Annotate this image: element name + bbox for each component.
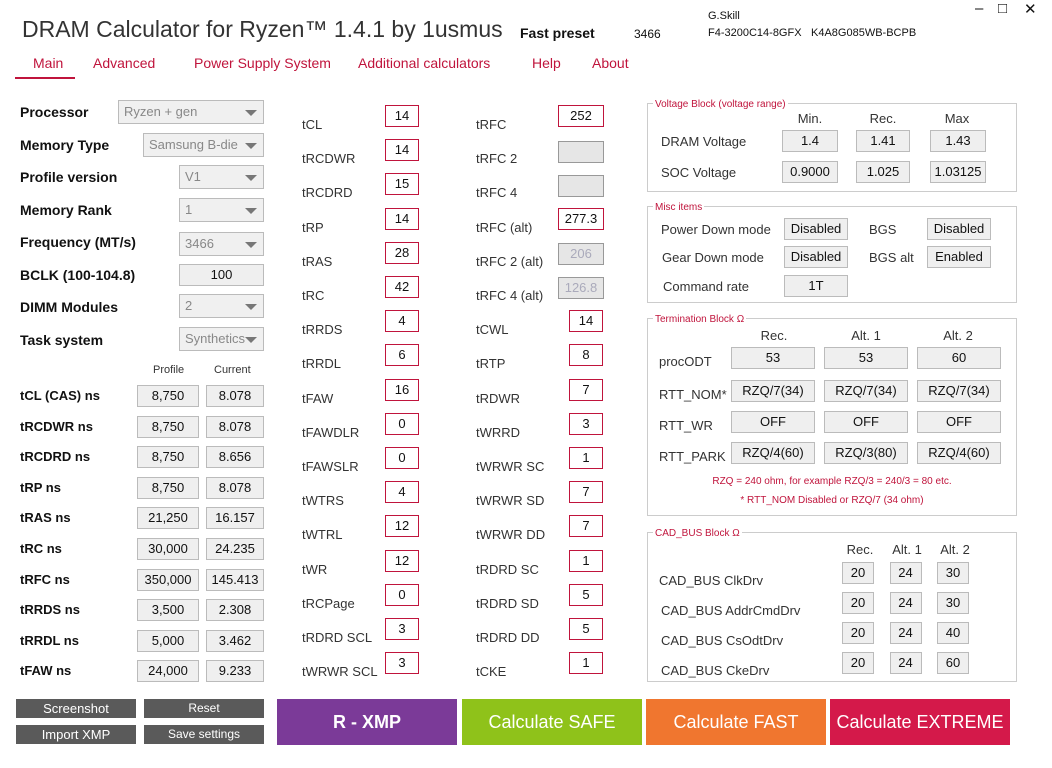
cad-bus-addrcmddrv-alt1: 24 [890, 592, 922, 614]
timing-trrdl-label: tRRDL [302, 356, 342, 372]
trc-ns-current: 24.235 [206, 538, 264, 560]
bgs-alt-value: Enabled [927, 246, 991, 268]
timing-twrwr-scl-label: tWRWR SCL [302, 664, 378, 680]
cad-bus-csodtdrv-label: CAD_BUS CsOdtDrv [661, 633, 784, 648]
memory-chip: K4A8G085WB-BCPB [811, 27, 917, 39]
dram-voltage-min: 1.4 [782, 130, 838, 152]
timing-trdrd-sd-input[interactable]: 5 [569, 584, 603, 606]
timing-trdrd-sc-label: tRDRD SC [476, 561, 539, 577]
rtt-wr-label: RTT_WR [659, 418, 713, 433]
timing-twrwr-dd-label: tWRWR DD [476, 527, 546, 543]
power-down-value: Disabled [784, 218, 848, 240]
trp-ns-profile: 8,750 [137, 477, 199, 499]
timing-twrrd-input[interactable]: 3 [569, 413, 603, 435]
rtt-nom-note: * RTT_NOM Disabled or RZQ/7 (34 ohm) [740, 495, 924, 506]
timing-twrwr-scl-input[interactable]: 3 [385, 652, 419, 674]
cad-bus-ckedrv-rec: 20 [842, 652, 874, 674]
soc-voltage-rec: 1.025 [856, 161, 910, 183]
memory-brand: G.Skill [708, 10, 740, 22]
timing-tcwl-label: tCWL [476, 322, 509, 338]
timing-tcke-label: tCKE [476, 664, 507, 680]
cad-bus-ckedrv-alt1: 24 [890, 652, 922, 674]
chevron-down-icon [245, 175, 257, 181]
rtt-nom-label: RTT_NOM* [659, 387, 727, 402]
timing-tcke-input[interactable]: 1 [569, 652, 603, 674]
tab-main[interactable]: Main [33, 55, 64, 71]
timing-twr-input[interactable]: 12 [385, 550, 419, 572]
timing-trfc-4-alt-input[interactable]: 126.8 [558, 277, 604, 299]
timing-trfc-4-label: tRFC 4 [476, 185, 518, 201]
trrdl-ns-current: 3.462 [206, 630, 264, 652]
timing-twrwr-sc-input[interactable]: 1 [569, 447, 603, 469]
timing-trdrd-dd-label: tRDRD DD [476, 630, 540, 645]
rtt-wr-alt1: OFF [824, 411, 908, 433]
cad-bus-block-title: CAD_BUS Block Ω [655, 528, 740, 539]
bgs-label: BGS [869, 222, 897, 237]
timing-twtrs-label: tWTRS [302, 493, 344, 509]
calculate-fast-button[interactable]: Calculate FAST [646, 699, 826, 745]
trrds-ns-current: 2.308 [206, 599, 264, 621]
procodt-alt2: 60 [917, 347, 1001, 369]
rtt-nom-alt1: RZQ/7(34) [824, 380, 908, 402]
timing-trrds-label: tRRDS [302, 322, 343, 338]
timing-trcpage-label: tRCPage [302, 595, 355, 611]
timing-trcdwr-label: tRCDWR [302, 151, 356, 167]
dram-voltage-max: 1.43 [930, 130, 986, 152]
timing-twrrd-label: tWRRD [476, 424, 521, 440]
timing-trc-label: tRC [302, 288, 325, 303]
task-system-value: Synthetics [185, 331, 245, 346]
timing-twtrl-input[interactable]: 12 [385, 515, 419, 537]
timing-twrwr-sd-input[interactable]: 7 [569, 481, 603, 503]
cad-bus-clkdrv-rec: 20 [842, 562, 874, 584]
voltage-block-title: Voltage Block (voltage range) [655, 99, 786, 110]
r-xmp-button[interactable]: R - XMP [277, 699, 457, 745]
cad-bus-clkdrv-label: CAD_BUS ClkDrv [659, 573, 764, 588]
timing-trfc-2-alt-label: tRFC 2 (alt) [476, 253, 544, 269]
voltage-header-max: Max [944, 111, 970, 126]
col-profile-header: Profile [153, 364, 185, 376]
cad-bus-csodtdrv-rec: 20 [842, 622, 874, 644]
calculate-extreme-button[interactable]: Calculate EXTREME [830, 699, 1010, 745]
timing-tcwl-input[interactable]: 14 [569, 310, 603, 332]
command-rate-label: Command rate [663, 279, 749, 294]
memory-type-label: Memory Type [20, 137, 110, 153]
trc-ns-label: tRC ns [20, 541, 62, 556]
maximize-button[interactable]: □ [998, 0, 1008, 17]
timing-twr-label: tWR [302, 561, 328, 577]
memory-rank-value: 1 [185, 202, 193, 217]
procodt-rec: 53 [731, 347, 815, 369]
cad-bus-csodtdrv-alt1: 24 [890, 622, 922, 644]
rtt-park-alt1: RZQ/3(80) [824, 442, 908, 464]
chevron-down-icon [245, 143, 257, 149]
tcl-cas-ns-label: tCL (CAS) ns [20, 388, 100, 403]
trcdrd-ns-label: tRCDRD ns [20, 449, 91, 465]
frequency-select[interactable] [179, 232, 264, 256]
procodt-alt1: 53 [824, 347, 908, 369]
task-system-select[interactable] [179, 327, 264, 351]
soc-voltage-max: 1.03125 [930, 161, 986, 183]
timing-trcdwr-input[interactable]: 14 [385, 139, 419, 161]
gear-down-label: Gear Down mode [662, 250, 764, 265]
timing-tras-label: tRAS [302, 253, 333, 269]
timing-trfc-alt-label: tRFC (alt) [476, 219, 533, 235]
cad-bus-ckedrv-alt2: 60 [937, 652, 969, 674]
cad-bus-addrcmddrv-label: CAD_BUS AddrCmdDrv [661, 603, 801, 618]
trrds-ns-profile: 3,500 [137, 599, 199, 621]
timing-trdrd-scl-label: tRDRD SCL [302, 630, 373, 645]
cad-header-alt1: Alt. 1 [892, 542, 922, 557]
rtt-park-rec: RZQ/4(60) [731, 442, 815, 464]
timing-tras-input[interactable]: 28 [385, 242, 419, 264]
tab-help[interactable]: Help [532, 55, 561, 71]
cad-header-rec: Rec. [846, 542, 874, 557]
trcdrd-ns-current: 8.656 [206, 446, 264, 468]
chevron-down-icon [245, 110, 257, 116]
cad-bus-clkdrv-alt2: 30 [937, 562, 969, 584]
rtt-wr-alt2: OFF [917, 411, 1001, 433]
screenshot-button[interactable]: Screenshot [16, 699, 136, 718]
tab-additional-calculators[interactable]: Additional calculators [358, 55, 491, 71]
tcl-cas-ns-profile: 8,750 [137, 385, 199, 407]
cad-bus-clkdrv-alt1: 24 [890, 562, 922, 584]
termination-header-rec: Rec. [760, 328, 788, 343]
trcdwr-ns-label: tRCDWR ns [20, 418, 93, 434]
chevron-down-icon [245, 304, 257, 310]
termination-header-alt2: Alt. 2 [943, 328, 973, 343]
command-rate-value: 1T [784, 275, 848, 297]
timing-trrds-input[interactable]: 4 [385, 310, 419, 332]
reset-button[interactable]: Reset [144, 699, 264, 718]
termination-block-title: Termination Block Ω [655, 314, 745, 325]
cad-bus-addrcmddrv-rec: 20 [842, 592, 874, 614]
frequency-label: Frequency (MT/s) [20, 234, 136, 250]
timing-trdrd-sd-label: tRDRD SD [476, 595, 539, 611]
timing-trcdrd-label: tRCDRD [302, 185, 353, 201]
gear-down-value: Disabled [784, 246, 848, 268]
timing-trfc-4-input[interactable] [558, 175, 604, 197]
trp-ns-current: 8.078 [206, 477, 264, 499]
timing-trdrd-dd-input[interactable]: 5 [569, 618, 603, 640]
trrdl-ns-label: tRRDL ns [20, 632, 79, 648]
timing-trcdrd-input[interactable]: 15 [385, 173, 419, 195]
tfaw-ns-label: tFAW ns [20, 663, 72, 679]
tab-about[interactable]: About [592, 55, 629, 71]
trfc-ns-current: 145.413 [206, 569, 264, 591]
timing-trp-input[interactable]: 14 [385, 208, 419, 230]
timing-tcl-label: tCL [302, 117, 323, 132]
timing-tfaw-label: tFAW [302, 390, 334, 406]
task-system-label: Task system [20, 332, 104, 348]
bgs-alt-label: BGS alt [869, 250, 914, 265]
processor-label: Processor [20, 104, 89, 120]
rtt-nom-alt2: RZQ/7(34) [917, 380, 1001, 402]
dram-voltage-label: DRAM Voltage [661, 134, 747, 149]
timing-trtp-input[interactable]: 8 [569, 344, 603, 366]
memory-rank-select[interactable] [179, 198, 264, 222]
rtt-park-alt2: RZQ/4(60) [917, 442, 1001, 464]
trp-ns-label: tRP ns [20, 479, 61, 495]
timing-tfawslr-label: tFAWSLR [302, 459, 359, 474]
timing-tfaw-input[interactable]: 16 [385, 379, 419, 401]
trcdrd-ns-profile: 8,750 [137, 446, 199, 468]
tab-power-supply-system[interactable]: Power Supply System [194, 55, 331, 71]
profile-version-label: Profile version [20, 169, 118, 185]
timing-trfc-2-input[interactable] [558, 141, 604, 163]
timing-trdrd-sc-input[interactable]: 1 [569, 550, 603, 572]
tras-ns-profile: 21,250 [137, 507, 199, 529]
timing-trdrd-scl-input[interactable]: 3 [385, 618, 419, 640]
tfaw-ns-profile: 24,000 [137, 660, 199, 682]
timing-trfc-2-label: tRFC 2 [476, 151, 518, 167]
timing-trfc-4-alt-label: tRFC 4 (alt) [476, 288, 544, 303]
tcl-cas-ns-current: 8.078 [206, 385, 264, 407]
dimm-modules-select[interactable] [179, 294, 264, 318]
trcdwr-ns-profile: 8,750 [137, 416, 199, 438]
termination-header-alt1: Alt. 1 [851, 328, 881, 343]
timing-trrdl-input[interactable]: 6 [385, 344, 419, 366]
timing-trcpage-input[interactable]: 0 [385, 584, 419, 606]
timing-twrwr-dd-input[interactable]: 7 [569, 515, 603, 537]
timing-twrwr-sc-label: tWRWR SC [476, 459, 545, 474]
calculate-safe-button[interactable]: Calculate SAFE [462, 699, 642, 745]
save-settings-button[interactable]: Save settings [144, 725, 264, 744]
timing-twrwr-sd-label: tWRWR SD [476, 493, 545, 509]
timing-tfawdlr-input[interactable]: 0 [385, 413, 419, 435]
timing-trp-label: tRP [302, 219, 324, 235]
chevron-down-icon [245, 208, 257, 214]
memory-part-number: F4-3200C14-8GFX [708, 27, 802, 39]
tab-advanced[interactable]: Advanced [93, 55, 156, 71]
trfc-ns-label: tRFC ns [20, 571, 70, 587]
col-current-header: Current [214, 364, 251, 376]
close-button[interactable]: ✕ [1024, 1, 1037, 18]
timing-trfc-label: tRFC [476, 117, 507, 132]
tfaw-ns-current: 9.233 [206, 660, 264, 682]
timing-twtrs-input[interactable]: 4 [385, 481, 419, 503]
trc-ns-profile: 30,000 [137, 538, 199, 560]
timing-trtp-label: tRTP [476, 356, 506, 372]
cad-bus-csodtdrv-alt2: 40 [937, 622, 969, 644]
misc-block-title: Misc items [655, 202, 703, 213]
active-tab-indicator [15, 77, 75, 79]
tras-ns-label: tRAS ns [20, 510, 71, 526]
memory-rank-label: Memory Rank [20, 202, 112, 218]
dimm-modules-value: 2 [185, 298, 193, 313]
timing-tfawdlr-label: tFAWDLR [302, 424, 360, 440]
minimize-button[interactable]: – [975, 0, 984, 17]
dimm-modules-label: DIMM Modules [20, 299, 118, 315]
cad-header-alt2: Alt. 2 [940, 542, 970, 557]
voltage-header-rec: Rec. [869, 111, 897, 126]
rzq-note: RZQ = 240 ohm, for example RZQ/3 = 240/3 = 80 etc. [712, 476, 952, 487]
bclk-label: BCLK (100-104.8) [20, 267, 136, 283]
voltage-header-min: Min. [797, 111, 823, 126]
trfc-ns-profile: 350,000 [137, 569, 199, 591]
procodt-label: procODT [659, 354, 712, 369]
dram-voltage-rec: 1.41 [856, 130, 910, 152]
timing-twtrl-label: tWTRL [302, 527, 343, 543]
timing-trdwr-label: tRDWR [476, 390, 521, 406]
soc-voltage-label: SOC Voltage [661, 165, 737, 180]
power-down-label: Power Down mode [661, 222, 771, 237]
import-xmp-button[interactable]: Import XMP [16, 725, 136, 744]
tras-ns-current: 16.157 [206, 507, 264, 529]
rtt-nom-rec: RZQ/7(34) [731, 380, 815, 402]
app-title: DRAM Calculator for Ryzen™ 1.4.1 by 1usmus [22, 16, 503, 42]
rtt-park-label: RTT_PARK [659, 449, 726, 464]
memory-type-value: Samsung B-die [149, 137, 238, 152]
timing-trfc-input[interactable]: 252 [558, 105, 604, 127]
cad-bus-addrcmddrv-alt2: 30 [937, 592, 969, 614]
preset-label: Fast preset [520, 25, 595, 41]
cad-bus-ckedrv-label: CAD_BUS CkeDrv [661, 663, 770, 678]
timing-trc-input[interactable]: 42 [385, 276, 419, 298]
timing-trfc-alt-input[interactable]: 277.3 [558, 208, 604, 230]
chevron-down-icon [245, 337, 257, 343]
processor-select[interactable] [118, 100, 264, 124]
bclk-input[interactable]: 100 [179, 264, 264, 286]
timing-tcl-input[interactable]: 14 [385, 105, 419, 127]
soc-voltage-min: 0.9000 [782, 161, 838, 183]
trrdl-ns-profile: 5,000 [137, 630, 199, 652]
timing-tfawslr-input[interactable]: 0 [385, 447, 419, 469]
preset-value: 3466 [634, 27, 661, 41]
timing-trdwr-input[interactable]: 7 [569, 379, 603, 401]
frequency-value: 3466 [185, 236, 214, 251]
processor-value: Ryzen + gen [124, 104, 198, 119]
bgs-value: Disabled [927, 218, 991, 240]
profile-version-value: V1 [185, 169, 201, 184]
trrds-ns-label: tRRDS ns [20, 602, 80, 618]
timing-trfc-2-alt-input[interactable]: 206 [558, 243, 604, 265]
profile-version-select[interactable] [179, 165, 264, 189]
memory-type-select[interactable] [143, 133, 264, 157]
trcdwr-ns-current: 8.078 [206, 416, 264, 438]
chevron-down-icon [245, 242, 257, 248]
rtt-wr-rec: OFF [731, 411, 815, 433]
